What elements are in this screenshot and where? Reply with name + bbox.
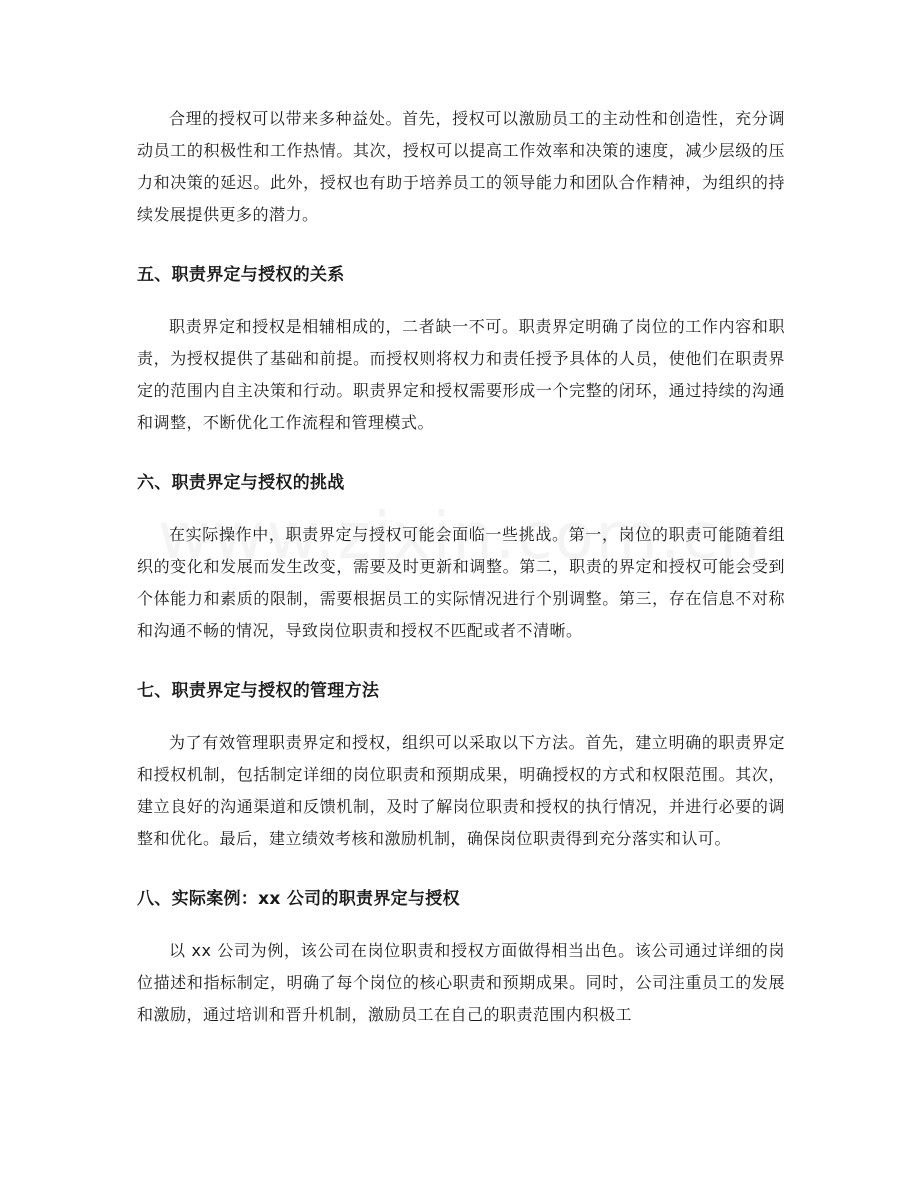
section-8-heading: 八、实际案例：xx 公司的职责界定与授权 bbox=[137, 889, 460, 909]
document-content bbox=[137, 103, 785, 1031]
section-5-paragraph: 职责界定和授权是相辅相成的，二者缺一不可。职责界定明确了岗位的工作内容和职责，为授权提供了基础和前提。而授权则将权力和责任授予具体的人员，使他们在职责界定的范围内自主决策和行动。职责界定和授权需要形成一个完整的闭环，通过持续的沟通和调整，不断优化工作流程和管理模式。 bbox=[137, 317, 785, 432]
section-6-heading: 六、职责界定与授权的挑战 bbox=[137, 473, 345, 493]
section-7-paragraph: 为了有效管理职责界定和授权，组织可以采取以下方法。首先，建立明确的职责界定和授权机制，包括制定详细的岗位职责和预期成果，明确授权的方式和权限范围。其次，建立良好的沟通渠道和反馈机制，及时了解岗位职责和授权的执行情况，并进行必要的调整和优化。最后，建立绩效考核和激励机制，确保岗位职责得到充分落实和认可。 bbox=[137, 733, 785, 848]
section-6-paragraph: 在实际操作中，职责界定与授权可能会面临一些挑战。第一，岗位的职责可能随着组织的变化和发展而发生改变，需要及时更新和调整。第二，职责的界定和授权可能会受到个体能力和素质的限制，需要根据员工的实际情况进行个别调整。第三，存在信息不对称和沟通不畅的情况，导致岗位职责和授权不匹配或者不清晰。 bbox=[137, 525, 785, 640]
intro-paragraph: 合理的授权可以带来多种益处。首先，授权可以激励员工的主动性和创造性，充分调动员工的积极性和工作热情。其次，授权可以提高工作效率和决策的速度，减少层级的压力和决策的延迟。此外，授权也有助于培养员工的领导能力和团队合作精神，为组织的持续发展提供更多的潜力。 bbox=[137, 109, 785, 224]
section-7-heading: 七、职责界定与授权的管理方法 bbox=[137, 681, 380, 701]
section-5-heading: 五、职责界定与授权的关系 bbox=[137, 265, 345, 285]
section-8-paragraph: 以 xx 公司为例，该公司在岗位职责和授权方面做得相当出色。该公司通过详细的岗位描述和指标制定，明确了每个岗位的核心职责和预期成果。同时，公司注重员工的发展和激励，通过培训和晋升机制，激励员工在自己的职责范围内积极工 bbox=[137, 941, 785, 1024]
